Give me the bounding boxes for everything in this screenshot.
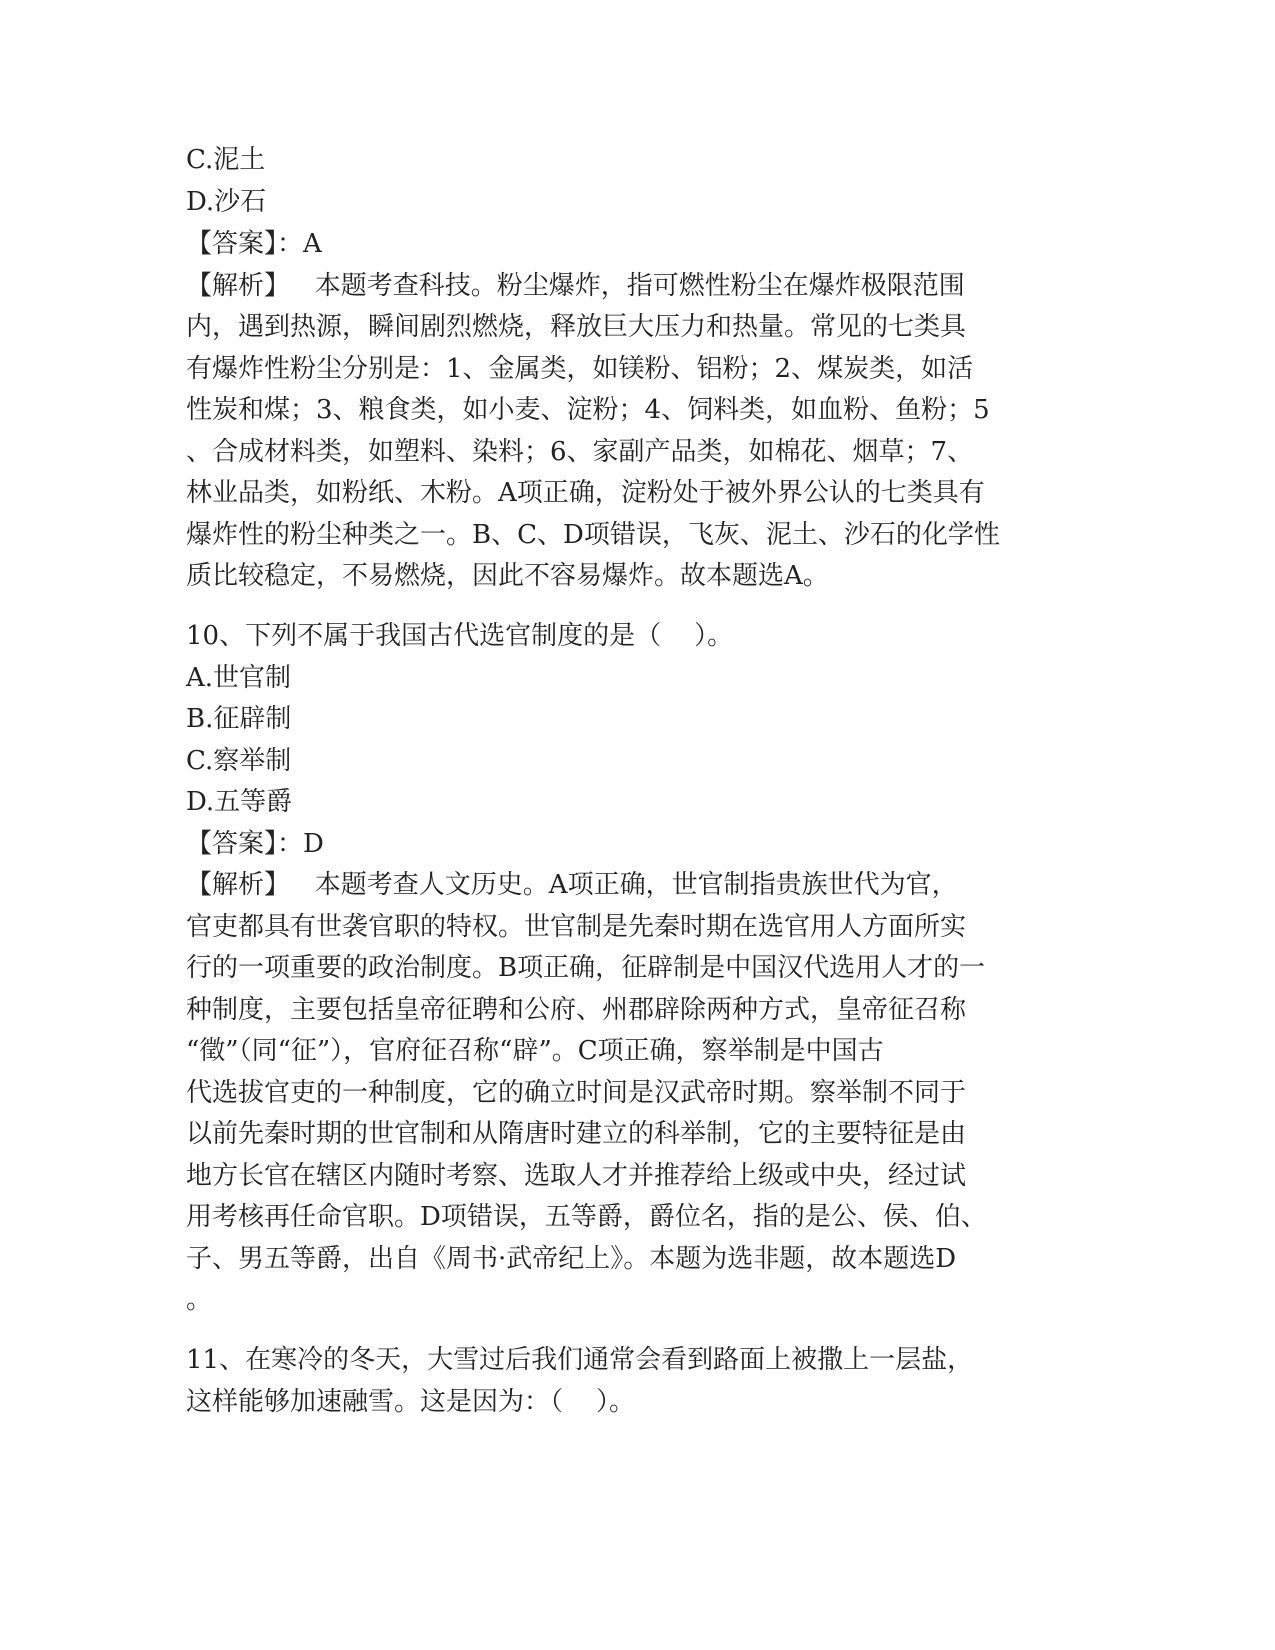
q9-analysis-line: 内，遇到热源，瞬间剧烈燃烧，释放巨大压力和热量。常见的七类具: [186, 312, 967, 342]
q9-analysis-line: 、合成材料类，如塑料、染料；6、家副产品类，如棉花、烟草；7、: [186, 437, 974, 467]
q9-option-d: D.沙石: [186, 187, 267, 217]
q11-question-line: 11、在寒冷的冬天，大雪过后我们通常会看到路面上被撒上一层盐，: [186, 1345, 974, 1375]
q10-option-d: D.五等爵: [186, 787, 293, 817]
q9-analysis-line: 性炭和煤；3、粮食类，如小麦、淀粉；4、饲料类，如血粉、鱼粉；5: [186, 395, 990, 425]
q9-analysis-line: 有爆炸性粉尘分别是：1、金属类，如镁粉、铝粉；2、煤炭类，如活: [186, 354, 974, 384]
q10-analysis-line: 地方长官在辖区内随时考察、选取人才并推荐给上级或中央，经过试: [186, 1161, 967, 1191]
q10-analysis-line: “徵”（同“征”），官府征召称“辟”。C项正确，察举制是中国古: [186, 1036, 884, 1066]
q9-answer: 【答案】：A: [186, 229, 322, 259]
q9-option-c: C.泥土: [186, 145, 266, 175]
q10-question: 10、下列不属于我国古代选官制度的是（ ）。: [186, 621, 734, 651]
q10-analysis-line: 代选拔官吏的一种制度，它的确立时间是汉武帝时期。察举制不同于: [186, 1078, 967, 1108]
q10-analysis-line: 用考核再任命官职。D项错误，五等爵，爵位名，指的是公、侯、伯、: [186, 1202, 987, 1232]
q10-analysis-line: 官吏都具有世袭官职的特权。世官制是先秦时期在选官用人方面所实: [186, 912, 967, 942]
q10-analysis-line: 种制度，主要包括皇帝征聘和公府、州郡辟除两种方式，皇帝征召称: [186, 995, 967, 1025]
q10-answer: 【答案】：D: [186, 829, 324, 859]
q10-option-c: C.察举制: [186, 746, 292, 776]
q10-option-b: B.征辟制: [186, 704, 292, 734]
q10-analysis-line: 。: [186, 1285, 213, 1315]
q10-option-a: A.世官制: [186, 663, 292, 693]
q9-analysis-line: 林业品类，如粉纸、木粉。A项正确，淀粉处于被外界公认的七类具有: [186, 478, 985, 508]
q11-question-line: 这样能够加速融雪。这是因为：（ ）。: [186, 1387, 636, 1417]
q10-analysis-line: 行的一项重要的政治制度。B项正确，征辟制是中国汉代选用人才的一: [186, 953, 986, 983]
q9-analysis-line: 【解析】 本题考查科技。粉尘爆炸，指可燃性粉尘在爆炸极限范围: [186, 271, 965, 301]
q9-analysis-line: 爆炸性的粉尘种类之一。B、C、D项错误，飞灰、泥土、沙石的化学性: [186, 520, 1000, 550]
q10-analysis-line: 【解析】 本题考查人文历史。A项正确，世官制指贵族世代为官，: [186, 870, 958, 900]
q10-analysis-line: 以前先秦时期的世官制和从隋唐时建立的科举制，它的主要特征是由: [186, 1119, 967, 1149]
q10-analysis-line: 子、男五等爵，出自《周书·武帝纪上》。本题为选非题，故本题选D: [186, 1244, 957, 1274]
q9-analysis-line: 质比较稳定，不易燃烧，因此不容易爆炸。故本题选A。: [186, 561, 829, 591]
